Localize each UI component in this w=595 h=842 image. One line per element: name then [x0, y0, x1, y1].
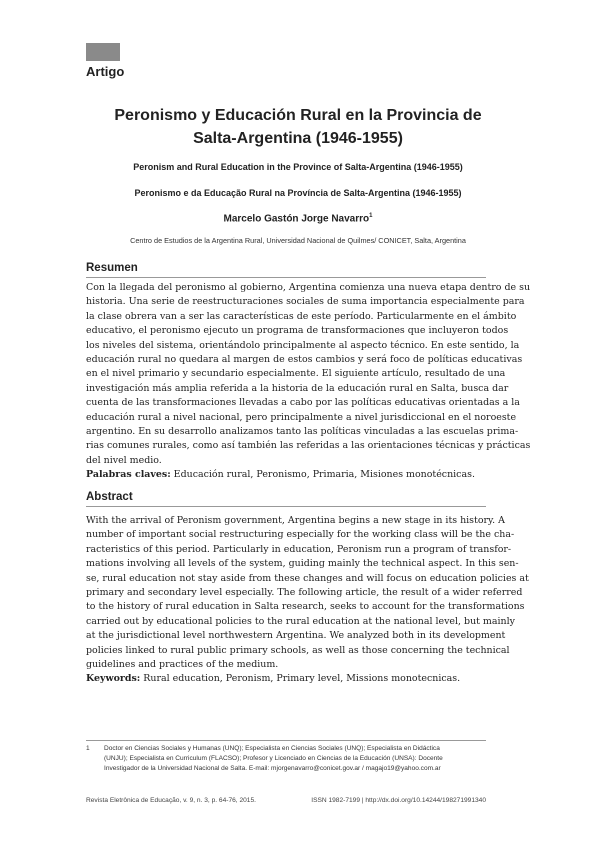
subtitle-portuguese: Peronismo e da Educação Rural na Província de Salta-Argentina (1946-1955) — [134, 188, 462, 198]
resumen-line: rias comunes rurales, como así también las referidas a las orientaciones técnicas y prácticas — [86, 440, 531, 452]
resumen-line: educación rural no quedara al margen de estos cambios y será foco de políticas educativas — [86, 354, 523, 366]
abstract-line: carried out by educational policies to the rural education at the national level, but mainly — [86, 615, 515, 627]
abstract-line: racteristics of this period. Particularly in education, Peronism run a program of transfor- — [86, 543, 512, 555]
abstract-keywords-label: Keywords: — [86, 673, 141, 685]
section-label: Artigo — [86, 64, 125, 79]
abstract-line: se, rural education not stay aside from these changes and will focus on education policies at — [86, 572, 529, 584]
resumen-line: los niveles del sistema, orientándolo principalmente al aspecto técnico. En este sentido, la — [86, 339, 520, 351]
resumen-line: Con la llegada del peronismo al gobierno, Argentina comienza una nueva etapa dentro de su — [86, 282, 531, 293]
abstract-line: at the jurisdictional level northwestern Argentina. We analyzed both in its development — [86, 630, 506, 642]
article-title — [86, 104, 510, 150]
resumen-keywords-text: Educación rural, Peronismo, Primaria, Misiones monotécnicas. — [170, 469, 475, 481]
abstract-keywords-text: Rural education, Peronism, Primary level, Missions monotecnicas. — [140, 673, 461, 685]
resumen-line: argentino. En su desarrollo analizamos tanto las políticas vinculadas a las escuelas prima- — [86, 426, 519, 438]
resumen-line: del nivel medio. — [86, 454, 162, 466]
resumen-divider — [86, 277, 486, 278]
author-footnote-mark: 1 — [369, 213, 373, 219]
footnote — [86, 744, 486, 773]
footer-journal-citation: Revista Eletrônica de Educação, v. 9, n. 3, p. 64-76, 2015. — [86, 797, 256, 804]
resumen-body — [86, 281, 531, 483]
abstract-line: policies linked to rural public primary schools, as well as those concerning the technical — [86, 644, 510, 656]
resumen-line: educativo, el peronismo ejecuto un programa de transformaciones que incluyeron todos — [86, 325, 509, 337]
footnote-line: (UNJU); Especialista en Curriculum (FLACSO); Profesor y Licenciado en Ciencias de la Educación (UNSA): Docente — [104, 754, 443, 762]
abstract-line: guidelines and practices of the medium. — [86, 659, 279, 671]
resumen-line: historia. Una serie de reestructuraciones sociales de suma importancia especialmente para — [86, 296, 525, 308]
author-name — [86, 213, 510, 224]
abstract-divider — [86, 506, 486, 507]
abstract-line: to the history of rural education in Salta research, seeks to account for the transformations — [86, 601, 525, 613]
subtitle-english: Peronism and Rural Education in the Province of Salta-Argentina (1946-1955) — [133, 162, 463, 172]
author-name-text: Marcelo Gastón Jorge Navarro — [223, 213, 370, 225]
footnote-line: Doctor en Ciencias Sociales y Humanas (UNQ); Especialista en Ciencias Sociales (UNQ); Especialista en Didáctica — [104, 745, 440, 752]
abstract-line: number of important social restructuring especially for the working class will be the cha- — [86, 529, 515, 541]
resumen-line: educación rural a nivel nacional, pero principalmente a nivel jurisdiccional en el noroeste — [86, 411, 517, 423]
resumen-keywords — [86, 468, 486, 482]
abstract-line: With the arrival of Peronism government, Argentina begins a new stage in its history. A — [86, 515, 505, 526]
resumen-line: en el nivel primario y secundario especialmente. El siguiente artículo, resultado de una — [86, 368, 506, 380]
title-line-1: Peronismo y Educación Rural en la Provincia de — [114, 107, 482, 124]
abstract-line: mations involving all levels of the system, guiding mainly the technical aspect. In this sen- — [86, 558, 519, 570]
resumen-heading: Resumen — [86, 262, 138, 274]
footer-issn-doi: ISSN 1982-7199 | http://dx.doi.org/10.14244/198271991340 — [311, 797, 486, 804]
footnote-line: Investigador de la Universidad Nacional de Salta. E-mail: mjorgenavarro@conicet.gov.ar / magajo19@yahoo.com.ar — [104, 764, 441, 772]
resumen-line: cuenta de las transformaciones llevadas a cabo por las políticas educativas orientadas a la — [86, 397, 520, 409]
footnote-text — [104, 744, 486, 773]
title-line-2: Salta-Argentina (1946-1955) — [193, 130, 403, 147]
footnote-number: 1 — [86, 745, 90, 752]
footnote-divider — [86, 740, 486, 741]
abstract-body — [86, 514, 529, 687]
author-affiliation: Centro de Estudios de la Argentina Rural, Universidad Nacional de Quilmes/ CONICET, Salta, Argentina — [130, 236, 466, 245]
resumen-line: investigación más amplia referida a la historia de la educación rural en Salta, busca dar — [86, 382, 509, 394]
resumen-line: la clase obrera van a ser las características de este período. Particularmente en el ámbito — [86, 310, 517, 322]
abstract-heading: Abstract — [86, 491, 133, 503]
abstract-keywords — [86, 672, 486, 686]
section-color-block — [86, 43, 120, 61]
resumen-keywords-label: Palabras claves: — [86, 469, 171, 481]
abstract-line: primary and secondary level especially. The following article, the result of a wider referred — [86, 587, 523, 599]
